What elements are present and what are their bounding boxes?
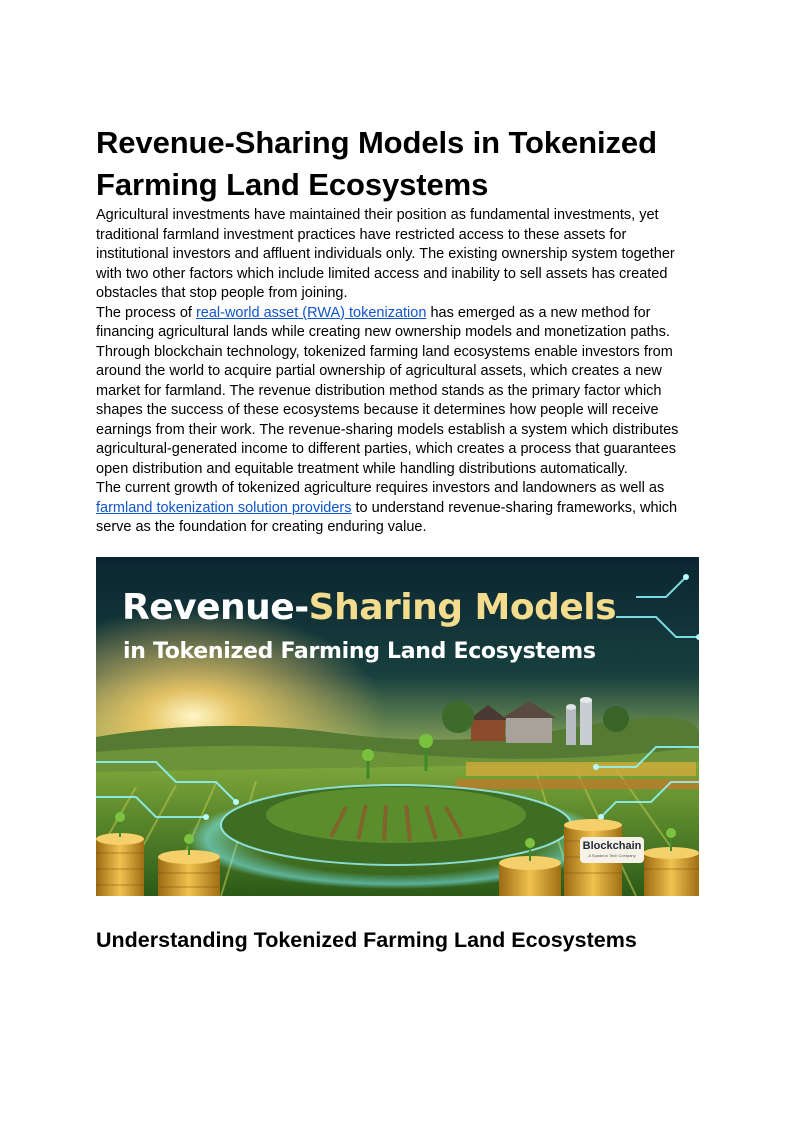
blockchain-logo bbox=[580, 837, 644, 863]
farmland-tokenization-link[interactable]: farmland tokenization solution providers bbox=[96, 499, 352, 516]
banner-title-part1: Revenue- bbox=[122, 586, 309, 628]
rwa-paragraph bbox=[96, 304, 700, 343]
banner-subtitle: in Tokenized Farming Land Ecosystems bbox=[123, 638, 596, 664]
rwa-tokenization-link[interactable]: real-world asset (RWA) tokenization bbox=[195, 304, 427, 321]
blockchain-paragraph: Through blockchain technology, tokenized farming land ecosystems enable investors from around the world to acquire partial ownership of agricultural assets, which creates a new market for farmland. The revenue distribution method stands as the primary factor which shapes the success of these ecosystems because it determines how people will receive earnings from their work. The revenue-sharing models establish a system which distributes agricultural-generated income to different parties, which creates a process that guarantees open distribution and equitable treatment while handling distributions automatically. bbox=[96, 343, 679, 477]
page-title: Revenue-Sharing Models in Tokenized Farming Land Ecosystems bbox=[96, 125, 657, 202]
growth-paragraph-lead: The current growth of tokenized agriculture requires investors and landowners as well as bbox=[96, 480, 665, 496]
growth-paragraph bbox=[96, 479, 700, 538]
banner-title-highlight: Sharing Models bbox=[308, 586, 617, 628]
rwa-paragraph-lead: The process of bbox=[96, 304, 196, 321]
logo-tagline: A Spadeon Tech Company bbox=[588, 852, 636, 858]
article bbox=[96, 122, 700, 954]
intro-paragraph: Agricultural investments have maintained their position as fundamental investments, yet traditional farmland investment practices have restricted access to these assets for institutional investors and affluent individuals only. The existing ownership system together with two other factors which include limited access and inability to sell assets has created obstacles that stop people from joining. bbox=[96, 207, 675, 301]
logo-text: Blockchain bbox=[582, 839, 642, 852]
hero-banner-image bbox=[96, 557, 699, 896]
banner-title bbox=[122, 587, 616, 628]
section-heading: Understanding Tokenized Farming Land Ecosystems bbox=[96, 927, 637, 952]
rwa-paragraph-tail: has emerged as a new method for financing agricultural lands while creating new ownership models and monetization paths. bbox=[96, 304, 670, 340]
growth-paragraph-tail: to understand revenue-sharing frameworks, which serve as the foundation for creating enduring value. bbox=[96, 499, 678, 535]
